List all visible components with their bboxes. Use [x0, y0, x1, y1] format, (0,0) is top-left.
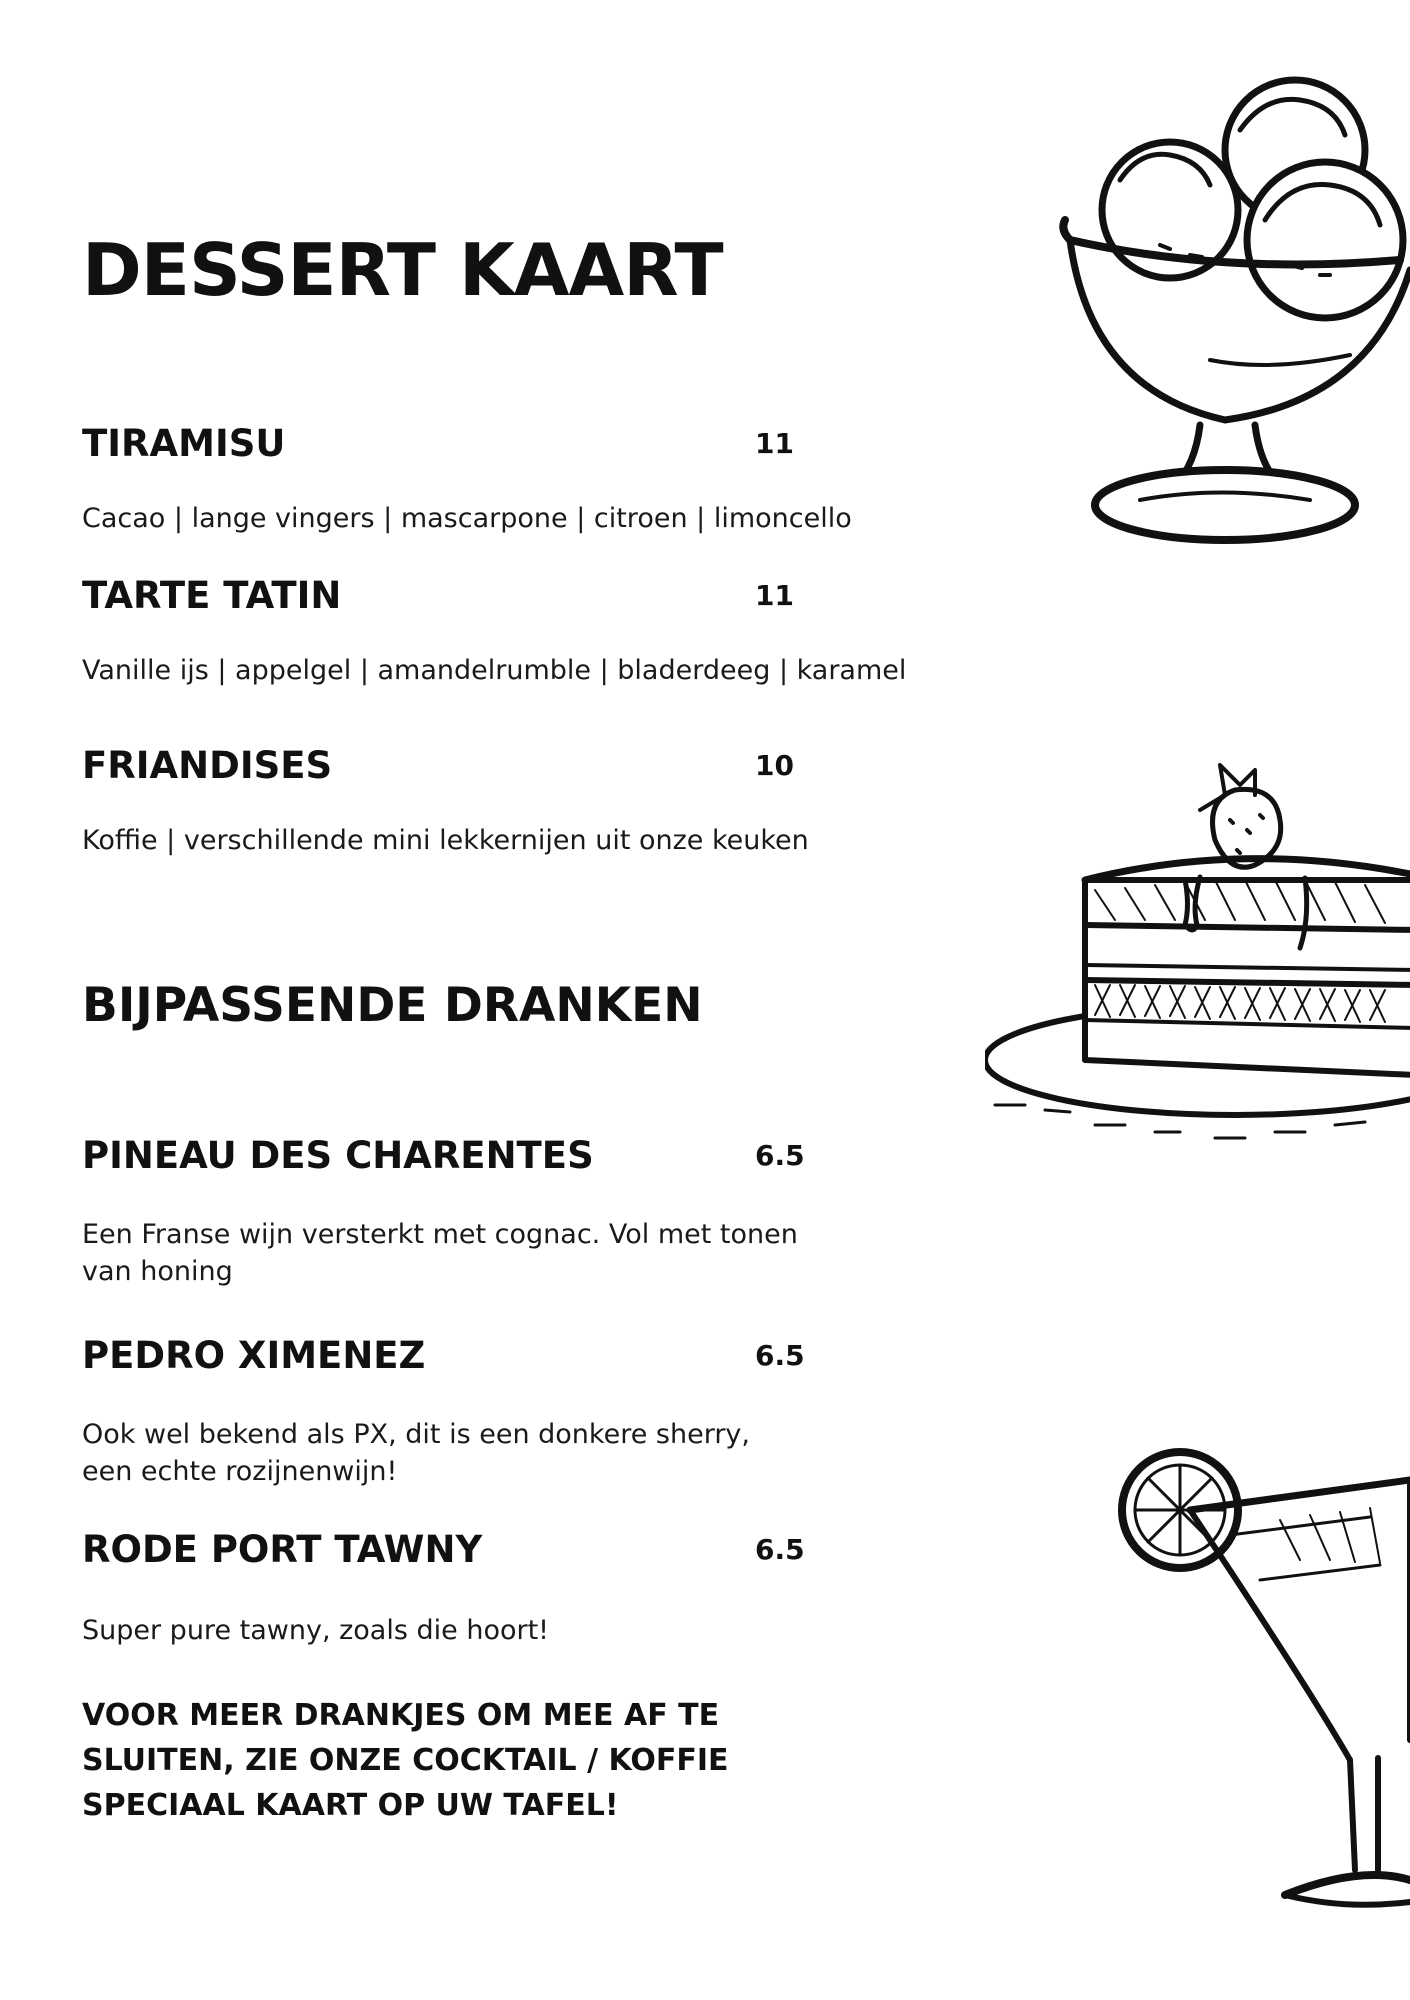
menu-item-description: Vanille ijs | appelgel | amandelrumble | bladerdeeg | karamel [82, 655, 907, 686]
menu-item-price: 11 [755, 427, 794, 460]
menu-item-description: Super pure tawny, zoals die hoort! [82, 1615, 549, 1646]
menu-item-price: 6.5 [755, 1533, 805, 1566]
menu-item-name: PINEAU DES CHARENTES [82, 1134, 594, 1177]
menu-item-description: Koffie | verschillende mini lekkernijen uit onze keuken [82, 825, 809, 856]
menu-item-price: 6.5 [755, 1139, 805, 1172]
menu-item-price: 10 [755, 749, 794, 782]
menu-item-name: TARTE TATIN [82, 574, 342, 617]
menu-item-price: 6.5 [755, 1339, 805, 1372]
page-title: DESSERT KAART [82, 228, 723, 312]
menu-item-name: PEDRO XIMENEZ [82, 1334, 426, 1377]
menu-item-price: 11 [755, 579, 794, 612]
menu-item-name: FRIANDISES [82, 744, 333, 787]
footer-note: VOOR MEER DRANKJES OM MEE AF TE SLUITEN, ZIE ONZE COCKTAIL / KOFFIE SPECIAAL KAART OP UW TAFEL! [82, 1698, 729, 1823]
layer-cake-illustration [985, 730, 1410, 1210]
menu-item-name: TIRAMISU [82, 422, 286, 465]
section-title: BIJPASSENDE DRANKEN [82, 978, 703, 1033]
menu-item-name: RODE PORT TAWNY [82, 1528, 483, 1571]
menu-item-description: Cacao | lange vingers | mascarpone | citroen | limoncello [82, 503, 852, 534]
ice-cream-bowl-illustration [1040, 60, 1410, 580]
menu-item-description: Ook wel bekend als PX, dit is een donkere sherry, een echte rozijnenwijn! [82, 1419, 750, 1487]
cocktail-glass-illustration [1110, 1440, 1410, 1910]
menu-item-description: Een Franse wijn versterkt met cognac. Vol met tonen van honing [82, 1219, 798, 1287]
